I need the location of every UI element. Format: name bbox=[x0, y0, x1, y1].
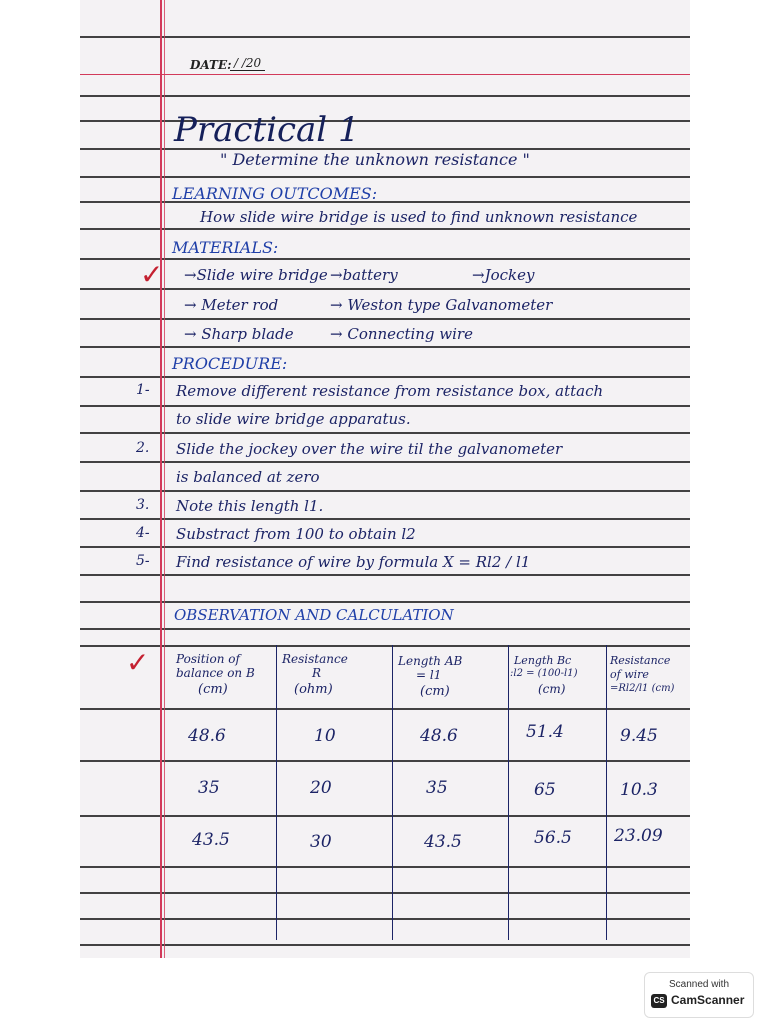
ruled-line bbox=[80, 892, 690, 894]
ruled-line bbox=[80, 628, 690, 630]
scanner-caption: Scanned with bbox=[668, 979, 730, 990]
step-text: to slide wire bridge apparatus. bbox=[176, 410, 411, 428]
ruled-line bbox=[80, 346, 690, 348]
table-cell: 35 bbox=[426, 778, 448, 798]
notebook-page bbox=[80, 0, 690, 958]
column-header: Length Bc bbox=[514, 654, 572, 667]
margin-line bbox=[160, 0, 162, 958]
column-header: :l2 = (100-l1) bbox=[510, 668, 578, 679]
table-cell: 30 bbox=[310, 832, 332, 852]
ruled-line bbox=[80, 95, 690, 97]
ruled-line bbox=[80, 318, 690, 320]
ruled-line bbox=[80, 944, 690, 946]
column-header: (cm) bbox=[198, 682, 228, 697]
column-header: =Rl2/l1 (cm) bbox=[610, 683, 675, 694]
table-divider bbox=[606, 645, 607, 940]
observation-heading: OBSERVATION AND CALCULATION bbox=[174, 606, 454, 624]
column-header: Position of bbox=[176, 652, 240, 666]
table-cell: 43.5 bbox=[424, 832, 462, 852]
ruled-line bbox=[80, 574, 690, 576]
table-divider bbox=[508, 645, 509, 940]
table-cell: 20 bbox=[310, 778, 332, 798]
ruled-line bbox=[80, 760, 690, 762]
table-cell: 51.4 bbox=[526, 722, 564, 742]
table-cell: 48.6 bbox=[420, 726, 458, 746]
camscanner-logo-icon: CS bbox=[651, 994, 667, 1008]
page-title: Practical 1 bbox=[174, 110, 360, 150]
step-text: Note this length l1. bbox=[176, 497, 324, 515]
ruled-line bbox=[80, 601, 690, 603]
material-item: → Connecting wire bbox=[330, 325, 473, 343]
ruled-line bbox=[80, 708, 690, 710]
camscanner-watermark bbox=[644, 972, 754, 1018]
ruled-line bbox=[80, 490, 690, 492]
ruled-line bbox=[80, 461, 690, 463]
material-item: → Meter rod bbox=[184, 296, 279, 314]
column-header: (cm) bbox=[420, 684, 450, 699]
column-header: Length AB bbox=[398, 654, 463, 668]
ruled-line bbox=[80, 376, 690, 378]
table-cell: 9.45 bbox=[620, 726, 658, 746]
step-text: Remove different resistance from resistance box, attach bbox=[176, 382, 604, 400]
ruled-line bbox=[80, 645, 690, 647]
scanner-name: CamScanner bbox=[671, 993, 745, 1007]
table-cell: 35 bbox=[198, 778, 220, 798]
step-text: Substract from 100 to obtain l2 bbox=[176, 525, 416, 543]
ruled-line bbox=[80, 288, 690, 290]
step-number: 3. bbox=[136, 497, 150, 513]
table-cell: 65 bbox=[534, 780, 556, 800]
ruled-line bbox=[80, 228, 690, 230]
ruled-line bbox=[80, 432, 690, 434]
ruled-line bbox=[80, 518, 690, 520]
table-cell: 56.5 bbox=[534, 828, 572, 848]
column-header: balance on B bbox=[176, 666, 255, 680]
material-item: →Slide wire bridge bbox=[184, 266, 328, 284]
ruled-line bbox=[80, 815, 690, 817]
check-mark-icon: ✓ bbox=[126, 646, 150, 679]
ruled-line bbox=[80, 918, 690, 920]
column-header: of wire bbox=[610, 668, 649, 681]
ruled-line bbox=[80, 866, 690, 868]
material-item: →battery bbox=[330, 266, 398, 284]
ruled-line bbox=[80, 176, 690, 178]
procedure-heading: PROCEDURE: bbox=[172, 354, 288, 373]
date-value: / /20 bbox=[230, 56, 265, 71]
materials-heading: MATERIALS: bbox=[172, 238, 279, 257]
ruled-line bbox=[80, 36, 690, 38]
column-header: = l1 bbox=[416, 668, 442, 682]
table-cell: 23.09 bbox=[614, 826, 663, 846]
step-number: 5- bbox=[136, 553, 150, 569]
column-header: R bbox=[312, 666, 322, 680]
table-cell: 10 bbox=[314, 726, 336, 746]
material-item: → Sharp blade bbox=[184, 325, 294, 343]
table-cell: 43.5 bbox=[192, 830, 230, 850]
date-label: DATE: bbox=[190, 58, 232, 72]
table-cell: 48.6 bbox=[188, 726, 226, 746]
material-item: →Jockey bbox=[472, 266, 535, 284]
step-text: is balanced at zero bbox=[176, 468, 320, 486]
column-header: Resistance bbox=[610, 654, 671, 667]
step-number: 4- bbox=[136, 525, 150, 541]
check-mark-icon: ✓ bbox=[140, 258, 164, 291]
ruled-line bbox=[80, 405, 690, 407]
margin-line-inner bbox=[164, 0, 165, 958]
ruled-line bbox=[80, 258, 690, 260]
step-text: Slide the jockey over the wire til the galvanometer bbox=[176, 440, 563, 458]
ruled-line bbox=[80, 120, 690, 122]
ruled-line bbox=[80, 546, 690, 548]
table-cell: 10.3 bbox=[620, 780, 658, 800]
learning-outcomes-text: How slide wire bridge is used to find unknown resistance bbox=[200, 208, 638, 226]
step-number: 2. bbox=[136, 440, 150, 456]
column-header: (cm) bbox=[538, 682, 566, 696]
table-divider bbox=[392, 645, 393, 940]
column-header: (ohm) bbox=[294, 682, 333, 697]
table-divider bbox=[276, 645, 277, 940]
material-item: → Weston type Galvanometer bbox=[330, 296, 553, 314]
subtitle: " Determine the unknown resistance " bbox=[220, 150, 530, 169]
step-number: 1- bbox=[136, 382, 150, 398]
learning-outcomes-heading: LEARNING OUTCOMES: bbox=[172, 184, 378, 203]
header-rule bbox=[80, 74, 690, 75]
step-text: Find resistance of wire by formula X = Rl2 / l1 bbox=[176, 553, 531, 571]
column-header: Resistance bbox=[282, 652, 348, 666]
